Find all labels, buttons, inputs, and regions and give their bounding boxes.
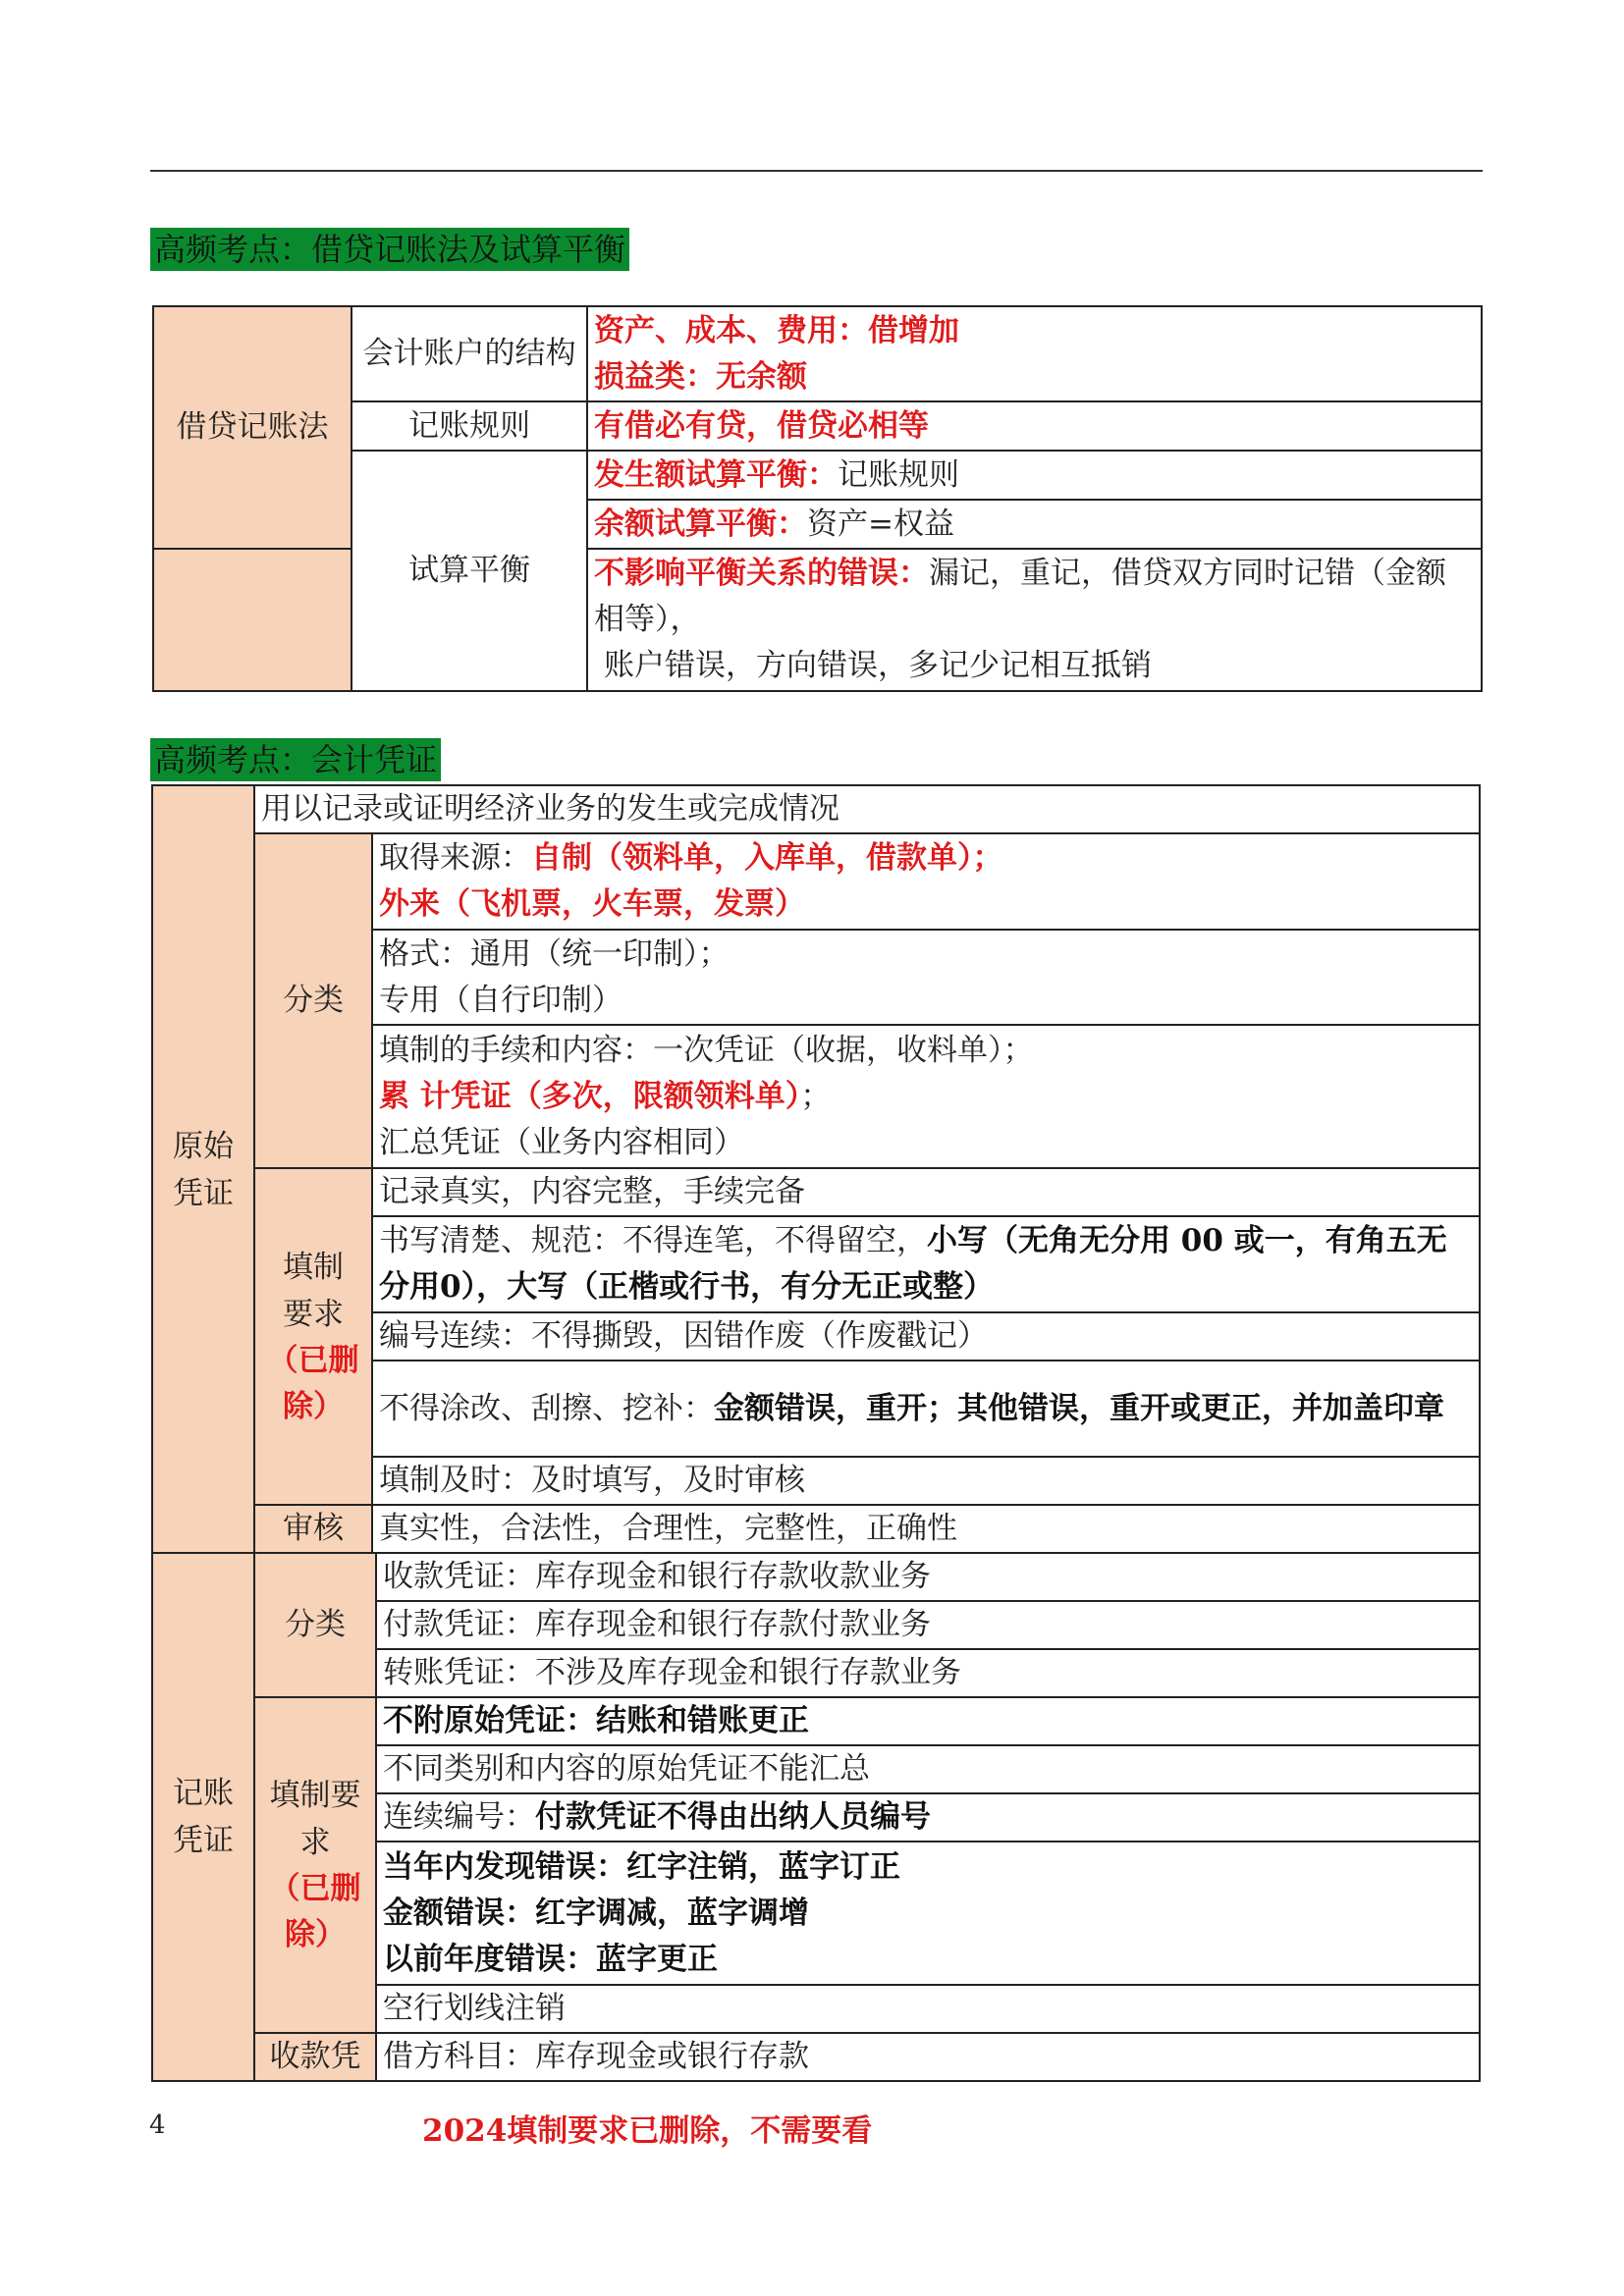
- original-classification-label: 分类: [254, 833, 372, 1168]
- source-self-made: 自制（领料单，入库单，借款单）；: [531, 840, 1003, 876]
- trial-balance-balance-row: [587, 500, 1482, 549]
- fill-req-2-a: 书写清楚、规范：不得连笔，不得留空，: [379, 1223, 927, 1258]
- rec-class-2: 付款凭证：库存现金和银行存款付款业务: [376, 1601, 1480, 1649]
- trial-balance-label: 余额试算平衡：: [594, 506, 807, 542]
- account-structure-content: [587, 306, 1482, 401]
- trial-amount-text: 记账规则: [838, 456, 959, 493]
- deleted-mark: （已删除）: [267, 1342, 359, 1424]
- fill-req-4-a: 不得涂改、刮擦、挖补：: [379, 1390, 714, 1426]
- recording-fill-text: 填制要求: [269, 1778, 361, 1860]
- unaffected-errors-row: [587, 549, 1482, 691]
- source-external: 外来（飞机票，火车票，发票）: [379, 886, 805, 922]
- receipt-voucher-label: 收款凭: [254, 2033, 376, 2081]
- label-account-structure: 会计账户的结构: [352, 306, 587, 401]
- rec-fill-4-a: 当年内发现错误：红字注销，蓝字订正: [383, 1848, 900, 1885]
- header-rule: [150, 170, 1483, 172]
- rec-fill-5: 空行划线注销: [376, 1985, 1480, 2033]
- procedure-cumulative: [379, 1074, 1473, 1120]
- audit-label: 审核: [254, 1505, 372, 1553]
- rec-fill-4-b: 金额错误：红字调减，蓝字调增: [383, 1895, 809, 1931]
- fill-req-5: 填制及时：及时填写，及时审核: [372, 1457, 1480, 1505]
- account-structure-line2: 损益类：无余额: [594, 358, 807, 395]
- recording-voucher-label-text: 记账凭证: [173, 1776, 234, 1858]
- section-heading-debit-credit: 高频考点：借贷记账法及试算平衡: [150, 228, 629, 271]
- recording-voucher-label: [152, 1553, 254, 2081]
- unaffected-errors-text: 漏记，重记，借贷双方同时记错（金额相等），: [594, 556, 1446, 637]
- format-general: 格式：通用（统一印制）；: [379, 935, 730, 972]
- rec-class-3: 转账凭证：不涉及库存现金和银行存款业务: [376, 1649, 1480, 1697]
- account-structure-line1: 资产、成本、费用：借增加: [594, 312, 959, 348]
- rec-fill-3-b: 付款凭证不得由出纳人员编号: [535, 1799, 931, 1835]
- label-bookkeeping-rule: 记账规则: [352, 401, 587, 451]
- audit-text: 真实性，合法性，合理性，完整性，正确性: [372, 1505, 1480, 1553]
- fill-requirements-text: 填制要求: [283, 1249, 344, 1332]
- fill-req-3: 编号连续：不得撕毁，因错作废（作废戳记）: [372, 1312, 1480, 1361]
- original-voucher-definition: 用以记录或证明经济业务的发生或完成情况: [254, 785, 1480, 833]
- procedure-cumulative-tail: ；: [800, 1078, 832, 1114]
- rec-class-1: 收款凭证：库存现金和银行存款收款业务: [376, 1553, 1480, 1601]
- unaffected-errors-line2: 账户错误，方向错误，多记少记相互抵销: [604, 648, 1152, 683]
- row-header-debit-credit: 借贷记账法: [153, 306, 352, 549]
- procedure-one-time: 填制的手续和内容：一次凭证（收据，收料单）；: [379, 1032, 1034, 1068]
- recording-classification-label: 分类: [254, 1553, 376, 1697]
- fill-req-1: 记录真实，内容完整，手续完备: [372, 1168, 1480, 1216]
- rec-fill-4-c: 以前年度错误：蓝字更正: [383, 1941, 718, 1977]
- section-heading-vouchers: 高频考点：会计凭证: [150, 738, 441, 781]
- fill-req-4: [372, 1361, 1480, 1457]
- bookkeeping-rule-text: 有借必有贷，借贷必相等: [587, 401, 1482, 451]
- format-classification: [372, 930, 1480, 1025]
- source-classification: [372, 833, 1480, 930]
- fill-req-4-b: 金额错误，重开；其他错误，重开或更正，并加盖印章: [714, 1390, 1444, 1426]
- rec-fill-4: [376, 1842, 1480, 1985]
- format-special: 专用（自行印制）: [379, 982, 623, 1018]
- row-header-filler: [153, 549, 352, 691]
- fill-req-2: [372, 1216, 1480, 1312]
- fill-requirements-label: [254, 1168, 372, 1505]
- procedure-classification: [372, 1025, 1480, 1168]
- source-prefix: 取得来源：: [379, 840, 531, 876]
- rec-fill-1: 不附原始凭证：结账和错账更正: [376, 1697, 1480, 1745]
- recording-deleted-mark: （已删除）: [269, 1871, 361, 1952]
- procedure-cumulative-text: 累 计凭证（多次，限额领料单）: [379, 1078, 801, 1114]
- original-voucher-label-text: 原始凭证: [173, 1128, 234, 1211]
- rec-fill-3: [376, 1793, 1480, 1842]
- label-trial-balance: 试算平衡: [352, 451, 587, 691]
- rec-fill-2: 不同类别和内容的原始凭证不能汇总: [376, 1745, 1480, 1793]
- receipt-voucher-text: 借方科目：库存现金或银行存款: [376, 2033, 1480, 2081]
- vouchers-table: [151, 784, 1481, 1555]
- deletion-note: 2024填制要求已删除，不需要看: [422, 2113, 873, 2149]
- rec-fill-3-a: 连续编号：: [383, 1799, 535, 1835]
- page-number: 4: [149, 2110, 166, 2140]
- fill-req-2-b: 小写（无角无分用 00 或一，有角五无分用0），大写（正楷或行书，有分无正或整）: [379, 1223, 1447, 1305]
- recording-fill-label: [254, 1697, 376, 2033]
- debit-credit-table: [152, 305, 1483, 692]
- trial-balance-text: 资产=权益: [807, 506, 954, 542]
- unaffected-errors-label: 不影响平衡关系的错误：: [594, 556, 929, 591]
- original-voucher-label: [152, 785, 254, 1554]
- procedure-summary: 汇总凭证（业务内容相同）: [379, 1124, 744, 1160]
- trial-balance-amount-row: [587, 451, 1482, 500]
- recording-vouchers-table: [151, 1552, 1481, 2082]
- trial-amount-label: 发生额试算平衡：: [594, 456, 838, 493]
